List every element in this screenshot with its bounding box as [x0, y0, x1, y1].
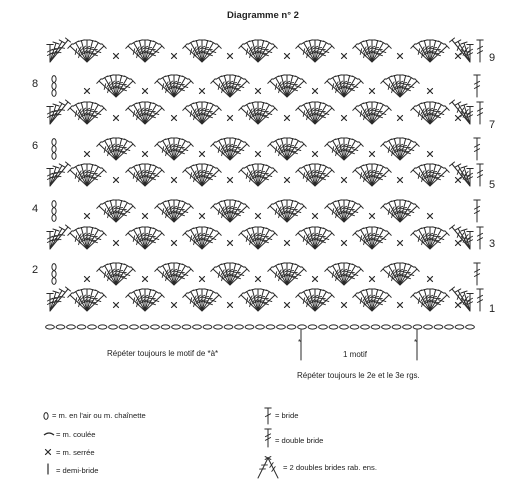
shell-fan	[183, 164, 221, 186]
fan-stitch	[306, 40, 315, 62]
edge-chain	[52, 215, 56, 222]
shell-fan	[381, 200, 419, 222]
edge-treble	[477, 227, 483, 249]
shell-fan	[126, 227, 164, 249]
foundation-chain	[161, 325, 170, 329]
single-crochet-mark	[428, 89, 433, 94]
foundation-chain	[371, 325, 380, 329]
fan-stitch	[165, 200, 174, 222]
shell-fan	[97, 200, 135, 222]
repeat-rows-caption: Répéter toujours le 2e et le 3e rgs.	[297, 371, 420, 380]
foundation-chain	[445, 325, 454, 329]
legend-tr: = double bride	[275, 436, 324, 445]
single-crochet-mark	[256, 214, 261, 219]
single-crochet-mark	[313, 214, 318, 219]
repeat-end-star: *	[414, 338, 418, 347]
legend-tr-symbol	[265, 429, 271, 447]
fan-stitch	[363, 40, 372, 62]
fan-stitch	[193, 40, 202, 62]
shell-fan	[97, 138, 135, 160]
legend-hdc: = demi-bride	[56, 466, 99, 475]
single-crochet-mark	[172, 116, 177, 121]
shell-fan	[296, 40, 334, 62]
fan-stitch	[421, 289, 430, 311]
single-crochet-mark	[172, 54, 177, 59]
single-crochet-mark	[313, 152, 318, 157]
single-crochet-mark	[228, 54, 233, 59]
shell-fan	[211, 75, 249, 97]
foundation-chain	[214, 325, 223, 329]
single-crochet-mark	[428, 214, 433, 219]
shell-fan	[353, 289, 391, 311]
foundation-chain	[130, 325, 139, 329]
foundation-chain	[140, 325, 149, 329]
shell-fan	[68, 227, 106, 249]
foundation-chain	[151, 325, 160, 329]
single-crochet-mark	[398, 54, 403, 59]
shell-fan	[411, 164, 449, 186]
fan-stitch	[78, 40, 87, 62]
shell-fan	[411, 289, 449, 311]
edge-treble	[477, 40, 483, 62]
single-crochet-mark	[342, 54, 347, 59]
edge-half-fan-left	[47, 100, 71, 124]
shell-fan	[239, 40, 277, 62]
row-number-4: 4	[32, 203, 39, 215]
single-crochet-mark	[370, 214, 375, 219]
edge-half-fan-left	[47, 225, 71, 249]
shell-fan	[239, 164, 277, 186]
edge-half-fan-right	[450, 287, 474, 311]
single-crochet-mark	[456, 178, 461, 183]
fan-stitch	[165, 138, 174, 160]
foundation-chain	[298, 325, 307, 329]
fan-stitch	[278, 75, 287, 97]
fan-stitch	[391, 138, 400, 160]
row-number-7: 7	[489, 119, 496, 131]
edge-half-fan-left	[47, 287, 71, 311]
single-crochet-mark	[114, 54, 119, 59]
row-number-8: 8	[32, 78, 39, 90]
legend-dc-symbol	[265, 408, 271, 424]
shell-fan	[353, 102, 391, 124]
single-crochet-mark	[285, 241, 290, 246]
shell-fan	[68, 289, 106, 311]
single-crochet-mark	[398, 241, 403, 246]
edge-chain	[52, 146, 56, 153]
shell-fan	[268, 200, 306, 222]
shell-fan	[268, 75, 306, 97]
foundation-chain	[455, 325, 464, 329]
foundation-chain	[413, 325, 422, 329]
single-crochet-mark	[85, 152, 90, 157]
foundation-chain	[403, 325, 412, 329]
edge-chain	[52, 153, 56, 160]
edge-treble	[477, 102, 483, 124]
shell-fan	[183, 40, 221, 62]
foundation-chain	[287, 325, 296, 329]
fan-stitch	[421, 102, 430, 124]
fan-stitch	[193, 289, 202, 311]
fan-stitch	[193, 164, 202, 186]
shell-fan	[296, 164, 334, 186]
shell-fan	[296, 102, 334, 124]
edge-half-fan-right	[450, 38, 474, 62]
single-crochet-mark	[342, 116, 347, 121]
single-crochet-mark	[228, 178, 233, 183]
single-crochet-mark	[256, 152, 261, 157]
single-crochet-mark	[172, 178, 177, 183]
single-crochet-mark	[313, 277, 318, 282]
diagram-title: Diagramme n° 2	[227, 10, 299, 21]
fan-stitch	[391, 263, 400, 285]
edge-chain	[52, 208, 56, 215]
single-crochet-mark	[456, 303, 461, 308]
single-crochet-mark	[342, 303, 347, 308]
edge-treble	[474, 75, 480, 97]
foundation-chain	[256, 325, 265, 329]
foundation-chain	[119, 325, 128, 329]
legend-sc: = m. serrée	[56, 448, 95, 457]
shell-fan	[97, 75, 135, 97]
single-crochet-mark	[172, 241, 177, 246]
shell-fan	[155, 138, 193, 160]
single-crochet-mark	[200, 89, 205, 94]
shell-fan	[353, 227, 391, 249]
foundation-chain	[235, 325, 244, 329]
fan-stitch	[363, 289, 372, 311]
fan-stitch	[136, 289, 145, 311]
single-crochet-mark	[398, 116, 403, 121]
shell-fan	[381, 75, 419, 97]
single-crochet-mark	[456, 54, 461, 59]
fan-stitch	[306, 227, 315, 249]
foundation-chain	[466, 325, 475, 329]
foundation-chain	[277, 325, 286, 329]
edge-half-fan-right	[450, 162, 474, 186]
single-crochet-mark	[143, 277, 148, 282]
fan-stitch	[306, 102, 315, 124]
foundation-chain	[182, 325, 191, 329]
fan-stitch	[165, 75, 174, 97]
foundation-chain	[319, 325, 328, 329]
fan-stitch	[221, 200, 230, 222]
single-crochet-mark	[143, 89, 148, 94]
foundation-chain	[245, 325, 254, 329]
legend-tr2tog-symbol	[258, 457, 278, 478]
shell-fan	[268, 263, 306, 285]
single-crochet-mark	[428, 152, 433, 157]
foundation-chain	[77, 325, 86, 329]
fan-stitch	[107, 200, 116, 222]
single-crochet-mark	[228, 116, 233, 121]
shell-fan	[411, 227, 449, 249]
fan-stitch	[136, 227, 145, 249]
fan-stitch	[165, 263, 174, 285]
shell-fan	[211, 138, 249, 160]
single-crochet-mark	[200, 277, 205, 282]
foundation-chain	[172, 325, 181, 329]
legend-chain-symbol	[44, 413, 48, 420]
single-crochet-mark	[285, 116, 290, 121]
shell-fan	[183, 289, 221, 311]
edge-treble	[474, 200, 480, 222]
shell-fan	[325, 75, 363, 97]
foundation-chain	[392, 325, 401, 329]
edge-treble	[474, 138, 480, 160]
single-crochet-mark	[285, 303, 290, 308]
legend-sc-symbol	[46, 450, 51, 455]
single-crochet-mark	[228, 241, 233, 246]
foundation-chain	[340, 325, 349, 329]
fan-stitch	[278, 200, 287, 222]
edge-half-fan-right	[450, 100, 474, 124]
fan-stitch	[335, 263, 344, 285]
row-number-5: 5	[489, 179, 496, 191]
foundation-chain	[193, 325, 202, 329]
fan-stitch	[306, 164, 315, 186]
shell-fan	[325, 263, 363, 285]
shell-fan	[239, 289, 277, 311]
edge-chain	[52, 76, 56, 83]
single-crochet-mark	[456, 241, 461, 246]
fan-stitch	[335, 138, 344, 160]
shell-fan	[211, 263, 249, 285]
fan-stitch	[193, 102, 202, 124]
shell-fan	[211, 200, 249, 222]
row-number-3: 3	[489, 238, 496, 250]
shell-fan	[296, 227, 334, 249]
fan-stitch	[221, 75, 230, 97]
single-crochet-mark	[256, 89, 261, 94]
shell-fan	[239, 102, 277, 124]
single-crochet-mark	[398, 303, 403, 308]
foundation-chain	[382, 325, 391, 329]
repeat-start-star: *	[298, 338, 302, 347]
shell-fan	[268, 138, 306, 160]
edge-chain	[52, 139, 56, 146]
shell-fan	[239, 227, 277, 249]
motif-caption: 1 motif	[343, 350, 368, 359]
foundation-chain	[98, 325, 107, 329]
shell-fan	[97, 263, 135, 285]
shell-fan	[353, 164, 391, 186]
fan-stitch	[107, 263, 116, 285]
shell-fan	[126, 40, 164, 62]
single-crochet-mark	[370, 152, 375, 157]
edge-chain	[52, 90, 56, 97]
fan-stitch	[136, 164, 145, 186]
single-crochet-mark	[456, 116, 461, 121]
shell-fan	[381, 263, 419, 285]
shell-fan	[183, 102, 221, 124]
single-crochet-mark	[114, 303, 119, 308]
shell-fan	[381, 138, 419, 160]
fan-stitch	[249, 289, 258, 311]
foundation-chain	[361, 325, 370, 329]
shell-fan	[155, 75, 193, 97]
edge-chain	[52, 278, 56, 285]
single-crochet-mark	[114, 116, 119, 121]
repeat-motif-caption: Répéter toujours le motif de *à*	[107, 349, 219, 358]
edge-chain	[52, 201, 56, 208]
edge-half-fan-right	[450, 225, 474, 249]
single-crochet-mark	[172, 303, 177, 308]
fan-stitch	[363, 227, 372, 249]
fan-stitch	[306, 289, 315, 311]
edge-half-fan-left	[47, 162, 71, 186]
foundation-chain	[109, 325, 118, 329]
foundation-chain	[434, 325, 443, 329]
shell-fan	[325, 138, 363, 160]
shell-fan	[68, 40, 106, 62]
shell-fan	[411, 40, 449, 62]
fan-stitch	[278, 263, 287, 285]
fan-stitch	[249, 102, 258, 124]
single-crochet-mark	[285, 178, 290, 183]
single-crochet-mark	[85, 277, 90, 282]
single-crochet-mark	[200, 214, 205, 219]
shell-fan	[68, 102, 106, 124]
single-crochet-mark	[342, 178, 347, 183]
fan-stitch	[221, 263, 230, 285]
foundation-chain	[329, 325, 338, 329]
fan-stitch	[78, 164, 87, 186]
shell-fan	[183, 227, 221, 249]
single-crochet-mark	[114, 178, 119, 183]
fan-stitch	[335, 200, 344, 222]
shell-fan	[296, 289, 334, 311]
edge-treble	[474, 263, 480, 285]
legend-dc: = bride	[275, 411, 299, 420]
foundation-chain	[67, 325, 76, 329]
foundation-chain	[308, 325, 317, 329]
shell-fan	[126, 164, 164, 186]
row-number-6: 6	[32, 140, 39, 152]
shell-fan	[126, 102, 164, 124]
shell-fan	[325, 200, 363, 222]
single-crochet-mark	[398, 178, 403, 183]
fan-stitch	[249, 40, 258, 62]
edge-chain	[52, 83, 56, 90]
fan-stitch	[107, 75, 116, 97]
fan-stitch	[421, 227, 430, 249]
single-crochet-mark	[143, 152, 148, 157]
legend-slip: = m. coulée	[56, 430, 96, 439]
row-number-9: 9	[489, 52, 496, 64]
fan-stitch	[193, 227, 202, 249]
edge-half-fan-left	[47, 38, 71, 62]
shell-fan	[68, 164, 106, 186]
fan-stitch	[421, 164, 430, 186]
fan-stitch	[136, 40, 145, 62]
shell-fan	[155, 263, 193, 285]
foundation-chain	[224, 325, 233, 329]
legend-tr2tog: = 2 doubles brides rab. ens.	[283, 463, 377, 472]
fan-stitch	[363, 102, 372, 124]
foundation-chain	[46, 325, 55, 329]
single-crochet-mark	[428, 277, 433, 282]
single-crochet-mark	[370, 277, 375, 282]
fan-stitch	[249, 164, 258, 186]
single-crochet-mark	[114, 241, 119, 246]
foundation-chain	[56, 325, 65, 329]
row-number-2: 2	[32, 264, 39, 276]
row-number-1: 1	[489, 303, 496, 315]
shell-fan	[126, 289, 164, 311]
fan-stitch	[78, 102, 87, 124]
single-crochet-mark	[85, 89, 90, 94]
single-crochet-mark	[143, 214, 148, 219]
fan-stitch	[136, 102, 145, 124]
shell-fan	[155, 200, 193, 222]
foundation-chain	[203, 325, 212, 329]
single-crochet-mark	[342, 241, 347, 246]
fan-stitch	[278, 138, 287, 160]
single-crochet-mark	[370, 89, 375, 94]
single-crochet-mark	[256, 277, 261, 282]
foundation-chain	[350, 325, 359, 329]
single-crochet-mark	[285, 54, 290, 59]
fan-stitch	[107, 138, 116, 160]
single-crochet-mark	[200, 152, 205, 157]
legend-chain: = m. en l'air ou m. chaînette	[52, 411, 146, 420]
edge-chain	[52, 271, 56, 278]
fan-stitch	[391, 200, 400, 222]
single-crochet-mark	[228, 303, 233, 308]
foundation-chain	[424, 325, 433, 329]
fan-stitch	[335, 75, 344, 97]
edge-treble	[477, 164, 483, 186]
foundation-chain	[266, 325, 275, 329]
shell-fan	[353, 40, 391, 62]
single-crochet-mark	[85, 214, 90, 219]
fan-stitch	[421, 40, 430, 62]
fan-stitch	[363, 164, 372, 186]
legend-slip-symbol	[44, 433, 54, 435]
foundation-chain	[88, 325, 97, 329]
edge-treble	[477, 289, 483, 311]
fan-stitch	[78, 289, 87, 311]
fan-stitch	[221, 138, 230, 160]
shell-fan	[411, 102, 449, 124]
fan-stitch	[391, 75, 400, 97]
single-crochet-mark	[313, 89, 318, 94]
fan-stitch	[249, 227, 258, 249]
fan-stitch	[78, 227, 87, 249]
edge-chain	[52, 264, 56, 271]
